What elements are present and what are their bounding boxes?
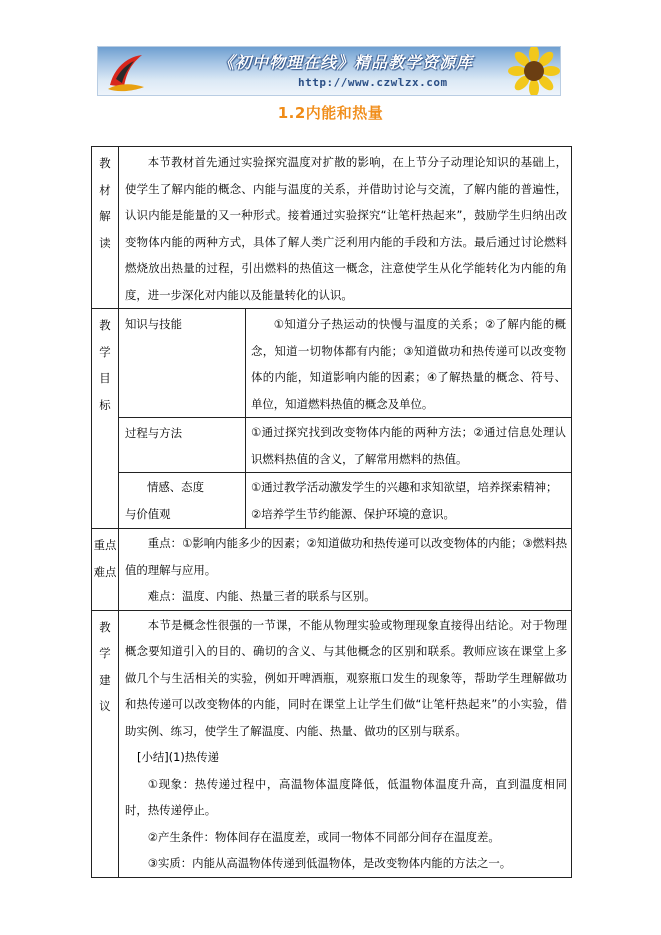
summary-item: ①现象：热传递过程中，高温物体温度降低，低温物体温度升高，直到温度相同时，热传递停止。	[125, 776, 568, 817]
label-textbook-analysis: 教 材 解 读	[92, 147, 119, 309]
banner-title: 《初中物理在线》精品教学资源库	[218, 53, 474, 72]
banner-url: http://www.czwlzx.com	[298, 76, 448, 89]
lesson-plan-table	[91, 146, 572, 878]
row-teaching-advice	[92, 610, 572, 877]
label-key-points: 重点 难点	[92, 529, 119, 611]
summary-item: ③实质：内能从高温物体传递到低温物体，是改变物体内能的方法之一。	[147, 856, 512, 870]
teaching-advice-text: 本节是概念性很强的一节课，不能从物理实验或物理现象直接得出结论。对于物理概念要知道引入的目的、确切的含义、与其他概念的区别和联系。教师应该在课堂上多做几个与生活相关的实验，例如开啤酒瓶，观察瓶口发生的现象等，帮助学生理解做功和热传递可以改变物体的内能，同时在课堂上让学生们做“让笔杆热起来”的小实验，借助实例、练习，使学生了解温度、内能、热量、做功的区别与联系。 [小结](1)热传递 ①现象：热传递过程中，高温物体温度降低，低温物体温度升高，直到温度相同时，热传递停止。 ②产生条件：物体间存在温度差，或同一物体不同部分间存在温度差。 ③实质：内能从高温物体传递到低温物体，是改变物体内能的方法之一。	[119, 610, 572, 877]
row-goal-knowledge	[92, 309, 572, 418]
row-key-points	[92, 529, 572, 611]
key-points-text: 重点：①影响内能多少的因素；②知道做功和热传递可以改变物体的内能；③燃料热值的理解与应用。 难点：温度、内能、热量三者的联系与区别。	[119, 529, 572, 611]
textbook-analysis-text: 本节教材首先通过实验探究温度对扩散的影响，在上节分子动理论知识的基础上，使学生了解内能的概念、内能与温度的关系，并借助讨论与交流，了解内能的普遍性，认识内能是能量的又一种形式。接着通过实验探究“让笔杆热起来”，鼓励学生归纳出改变物体内能的两种方式，具体了解人类广泛利用内能的手段和方法。最后通过讨论燃料燃烧放出热量的过程，引出燃料的热值这一概念，注意使学生从化学能转化为内能的角度，进一步深化对内能以及能量转化的认识。	[119, 147, 572, 309]
goal-process-label: 过程与方法	[119, 418, 246, 473]
row-goal-attitude	[92, 473, 572, 529]
summary-item: ②产生条件：物体间存在温度差，或同一物体不同部分间存在温度差。	[147, 829, 500, 844]
header-banner	[97, 46, 561, 96]
page-title: 1.2内能和热量	[277, 104, 384, 122]
logo-icon	[104, 49, 146, 93]
row-textbook-analysis	[92, 147, 572, 309]
label-teaching-goals: 教 学 目 标	[92, 309, 119, 529]
goal-attitude-label: 情感、态度 与价值观	[119, 473, 246, 529]
goal-attitude-text: ①通过教学活动激发学生的兴趣和求知欲望，培养探索精神； ②培养学生节约能源、保护环境的意识。	[246, 473, 572, 529]
sunflower-icon	[500, 47, 561, 96]
goal-knowledge-text: ①知道分子热运动的快慢与温度的关系；②了解内能的概念，知道一切物体都有内能；③知道做功和热传递可以改变物体的内能，知道影响内能的因素；④了解热量的概念、符号、单位，知道燃料热值的概念及单位。	[246, 309, 572, 418]
goal-knowledge-label: 知识与技能	[119, 309, 246, 418]
summary-title: [小结](1)热传递	[137, 750, 219, 764]
goal-process-text: ①通过探究找到改变物体内能的两种方法；②通过信息处理认识燃料热值的含义，了解常用燃料的热值。	[246, 418, 572, 473]
label-teaching-advice: 教 学 建 议	[92, 610, 119, 877]
row-goal-process	[92, 418, 572, 473]
